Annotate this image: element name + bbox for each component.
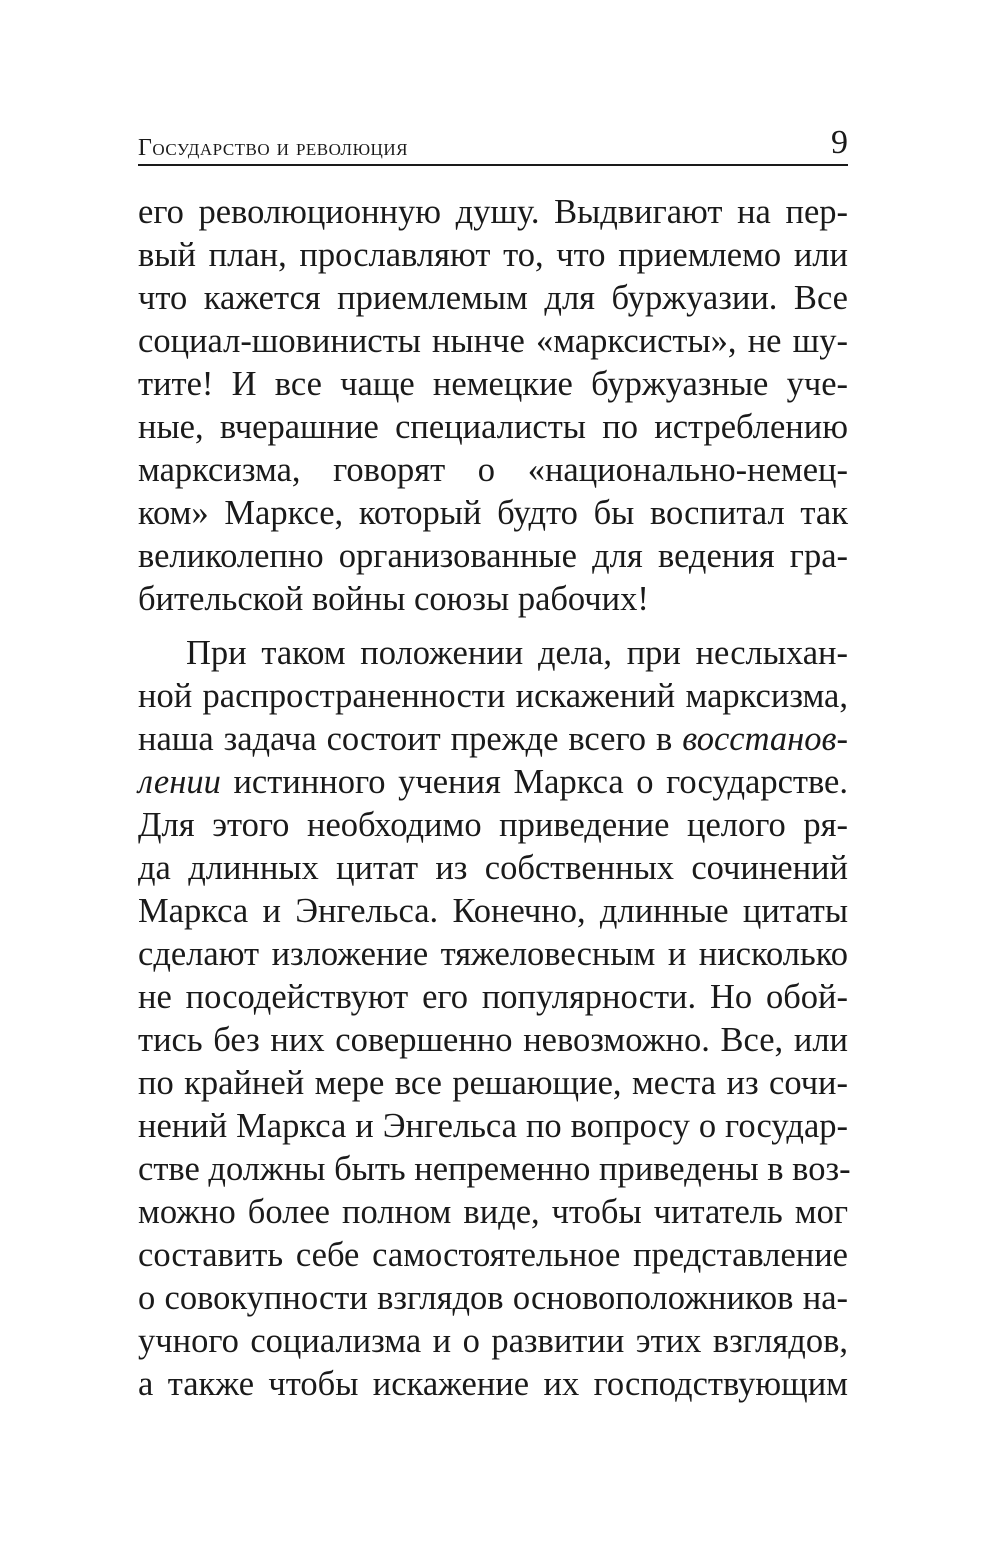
running-title: Государство и революция xyxy=(138,135,408,161)
body-text xyxy=(138,191,851,1406)
paragraph-gap xyxy=(138,621,848,632)
paragraph-2 xyxy=(138,632,851,1406)
emphasized-text: восстанов- xyxy=(682,720,848,758)
text-line: ной распространенности искажений марксизма, xyxy=(138,677,848,715)
text-line: можно более полном виде, чтобы читатель мог xyxy=(138,1193,848,1231)
text-line: При таком положении дела, при неслыхан- xyxy=(186,634,848,672)
text-line: ные, вчерашние специалисты по истреблению xyxy=(138,408,848,446)
text-line: Маркса и Энгельса. Конечно, длинные цитаты xyxy=(138,892,848,930)
emphasized-text: лении xyxy=(138,763,221,801)
running-header xyxy=(138,124,848,166)
text-line: да длинных цитат из собственных сочинений xyxy=(138,849,848,887)
text-line: тите! И все чаще немецкие буржуазные уче- xyxy=(138,365,848,403)
text-line: не посодействуют его популярности. Но обой- xyxy=(138,978,848,1016)
text-line: бительской войны союзы рабочих! xyxy=(138,580,649,618)
page-number: 9 xyxy=(831,124,848,161)
text-line xyxy=(138,761,848,804)
text-line: о совокупности взглядов основоположников на- xyxy=(138,1279,848,1317)
text-line: по крайней мере все решающие, места из сочи- xyxy=(138,1064,848,1102)
text-segment: истинного учения Маркса о государстве. xyxy=(220,763,848,801)
text-line: составить себе самостоятельное представление xyxy=(138,1236,848,1274)
text-line: сделают изложение тяжеловесным и нисколько xyxy=(138,935,848,973)
text-line: великолепно организованные для ведения гра- xyxy=(138,537,848,575)
text-line: а также чтобы искажение их господствующим xyxy=(138,1365,848,1403)
text-line: что кажется приемлемым для буржуазии. Все xyxy=(138,279,848,317)
book-page xyxy=(138,0,851,1552)
text-line: марксизма, говорят о «национально-немец- xyxy=(138,451,848,489)
text-line xyxy=(138,718,848,761)
text-line: ком» Марксе, который будто бы воспитал так xyxy=(138,494,848,532)
text-segment: наша задача состоит прежде всего в xyxy=(138,720,683,758)
text-line: его революционную душу. Выдвигают на пер- xyxy=(138,193,848,231)
text-line: тись без них совершенно невозможно. Все, или xyxy=(138,1021,848,1059)
text-line: вый план, прославляют то, что приемлемо или xyxy=(138,236,848,274)
text-line: социал-шовинисты нынче «марксисты», не шу- xyxy=(138,322,848,360)
text-line: нений Маркса и Энгельса по вопросу о государ- xyxy=(138,1107,848,1145)
paragraph-1 xyxy=(138,191,848,621)
text-line: стве должны быть непременно приведены в воз- xyxy=(138,1150,851,1188)
text-line: учного социализма и о развитии этих взглядов, xyxy=(138,1322,848,1360)
text-line: Для этого необходимо приведение целого ря- xyxy=(138,806,848,844)
